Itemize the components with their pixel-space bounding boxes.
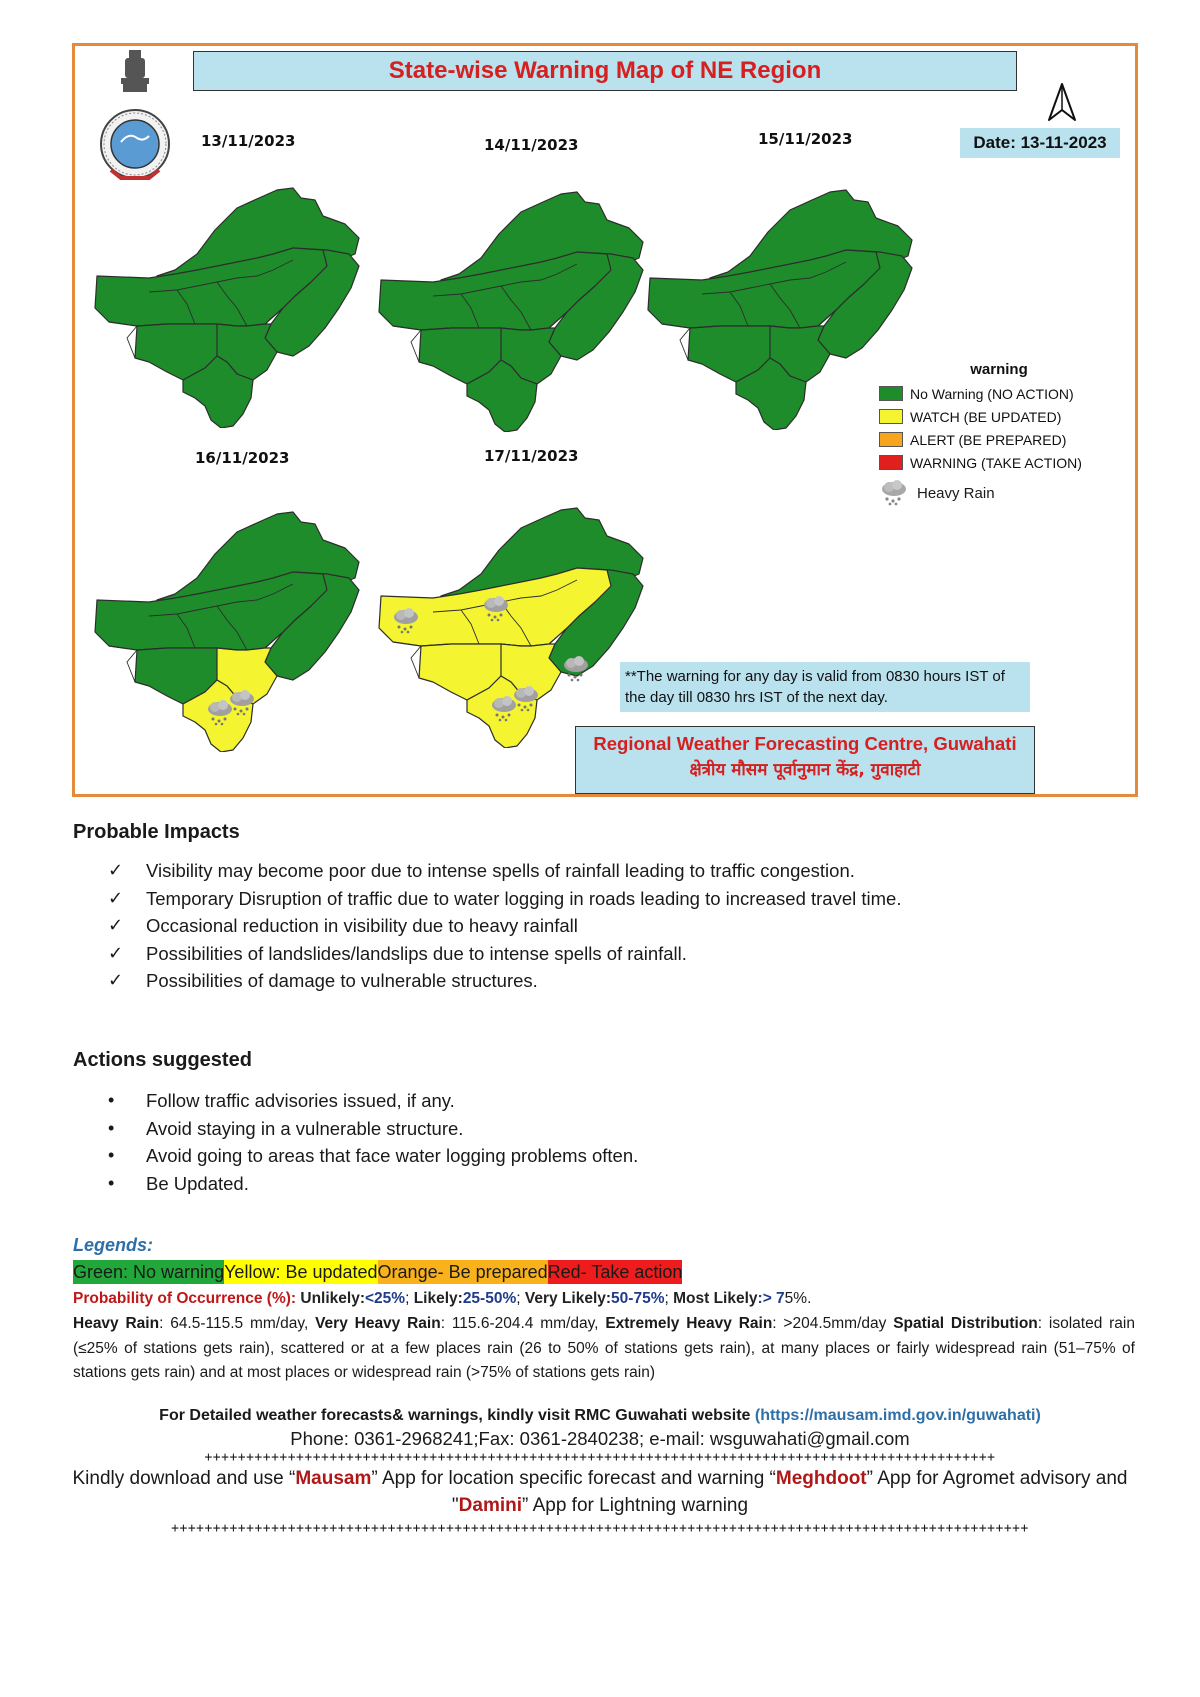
bullet-icon: • bbox=[108, 1117, 115, 1138]
rwfc-box bbox=[575, 726, 1035, 794]
bullet-icon: • bbox=[108, 1172, 115, 1193]
legend-item-rain bbox=[879, 480, 1119, 506]
unlikely-label: Unlikely: bbox=[300, 1290, 365, 1307]
probability-line: Probability of Occurrence (%): Unlikely:<25%; Likely:25-50%; Very Likely:50-75%; Most Likely:> 75%. bbox=[73, 1290, 812, 1307]
very-likely-label: Very Likely: bbox=[524, 1290, 612, 1307]
ne-region-map-day1 bbox=[87, 158, 377, 428]
legend-item bbox=[879, 428, 1119, 451]
action-text: Avoid going to areas that face water logging problems often. bbox=[146, 1145, 639, 1166]
footer-contact: Phone: 0361-2968241;Fax: 0361-2840238; e-mail: wsguwahati@gmail.com bbox=[290, 1428, 910, 1449]
legend-label: WATCH (BE UPDATED) bbox=[910, 408, 1062, 425]
action-text: Be Updated. bbox=[146, 1172, 249, 1194]
validity-note: **The warning for any day is valid from 0830 hours IST of the day till 0830 hrs IST of the next day. bbox=[620, 662, 1030, 712]
legend-title: warning bbox=[970, 361, 1028, 378]
list-item bbox=[108, 1087, 638, 1115]
separator-line: +++++++++++++++++++++++++++++++++++++++++++++++++++++++++++++++++++++++++++++++++++++++++++++++++++++++ bbox=[171, 1521, 1029, 1536]
list-item bbox=[108, 1142, 638, 1170]
list-item bbox=[108, 912, 901, 940]
impact-text: Possibilities of landslides/landslips due to intense spells of rainfall. bbox=[146, 942, 687, 964]
impacts-heading: Probable Impacts bbox=[73, 821, 240, 843]
heavy-rain-icon bbox=[879, 480, 909, 506]
warning-map-panel bbox=[72, 43, 1138, 797]
spatial-distribution-label: Spatial Distribution bbox=[893, 1315, 1038, 1332]
actions-list bbox=[108, 1087, 638, 1197]
legends-section bbox=[73, 1235, 1135, 1386]
rwfc-name-hindi: क्षेत्रीय मौसम पूर्वानुमान केंद्र, गुवाहाटी bbox=[689, 760, 921, 780]
legend-yellow: Yellow: Be updated bbox=[224, 1262, 378, 1282]
prob-label: Probability of Occurrence (%): bbox=[73, 1290, 297, 1307]
impact-text: Temporary Disruption of traffic due to water logging in roads leading to increased travel time. bbox=[146, 887, 902, 909]
legend-label: No Warning (NO ACTION) bbox=[910, 385, 1074, 402]
legend-swatch bbox=[879, 409, 903, 424]
unlikely-value: <25% bbox=[365, 1290, 406, 1307]
bullet-icon: • bbox=[108, 1145, 115, 1165]
mausam-app-name: Mausam bbox=[295, 1468, 372, 1489]
legend-label: Heavy Rain bbox=[917, 484, 995, 502]
ne-region-map-day4 bbox=[87, 482, 377, 752]
check-icon: ✓ bbox=[108, 887, 124, 908]
legend-item bbox=[879, 405, 1119, 428]
app-text: ” App for Agromet advisory and " bbox=[451, 1468, 1128, 1516]
check-icon: ✓ bbox=[108, 860, 124, 880]
separator-line: +++++++++++++++++++++++++++++++++++++++++++++++++++++++++++++++++++++++++++++++++++++++++++++++ bbox=[204, 1450, 996, 1465]
meghdoot-app-name: Meghdoot bbox=[775, 1468, 867, 1489]
bullet-icon: • bbox=[108, 1090, 115, 1110]
heavy-rain-label: Heavy Rain bbox=[73, 1315, 160, 1332]
color-legend-bar bbox=[73, 1260, 1135, 1284]
damini-app-name: Damini bbox=[458, 1495, 523, 1516]
most-likely-value: :> 7 bbox=[757, 1290, 785, 1307]
impact-text: Possibilities of damage to vulnerable structures. bbox=[146, 970, 538, 991]
action-text: Follow traffic advisories issued, if any. bbox=[146, 1090, 455, 1111]
footer bbox=[60, 1407, 1140, 1536]
check-icon: ✓ bbox=[108, 915, 124, 935]
impact-text: Visibility may become poor due to intense spells of rainfall leading to traffic congestion. bbox=[146, 860, 855, 881]
app-promo bbox=[60, 1465, 1140, 1519]
map-title: State-wise Warning Map of NE Region bbox=[193, 51, 1017, 91]
impacts-list bbox=[108, 857, 901, 995]
rwfc-name-english: Regional Weather Forecasting Centre, Guwahati bbox=[593, 733, 1017, 754]
legend-green: Green: No warning bbox=[73, 1262, 225, 1282]
legend-label: ALERT (BE PREPARED) bbox=[910, 431, 1067, 448]
legend-swatch bbox=[879, 386, 903, 401]
legend-swatch bbox=[879, 455, 903, 470]
impact-text: Occasional reduction in visibility due to heavy rainfall bbox=[146, 915, 578, 936]
spatial-distribution-value: : isolated rain (≤25% of stations gets rain), scattered or at a few places rain (26 to 50% of stations gets rain), at many places or fairly widespread rain (51–75% of stations gets rain) and at most places or widespread rain (>75% of stations gets rain) bbox=[73, 1315, 1135, 1381]
footer-visit-line bbox=[60, 1407, 1140, 1425]
map-legend bbox=[879, 361, 1119, 506]
action-text: Avoid staying in a vulnerable structure. bbox=[146, 1117, 464, 1139]
day-label: 13/11/2023 bbox=[201, 132, 296, 150]
list-item bbox=[108, 967, 901, 995]
day-label: 16/11/2023 bbox=[195, 449, 290, 467]
extremely-heavy-rain-value: : >204.5mm/day bbox=[772, 1315, 894, 1332]
legend-red: Red- Take action bbox=[547, 1262, 683, 1282]
check-icon: ✓ bbox=[108, 970, 124, 990]
list-item bbox=[108, 1170, 638, 1198]
list-item bbox=[108, 1115, 638, 1143]
north-arrow-icon bbox=[1047, 82, 1077, 122]
rain-definitions bbox=[73, 1312, 1135, 1386]
legend-swatch bbox=[879, 432, 903, 447]
very-likely-value: 50-75% bbox=[611, 1290, 665, 1307]
legend-label: WARNING (TAKE ACTION) bbox=[910, 454, 1082, 471]
ne-region-map-day5 bbox=[371, 478, 661, 748]
app-text: Kindly download and use “ bbox=[72, 1468, 296, 1489]
heavy-rain-value: : 64.5-115.5 mm/day, bbox=[159, 1315, 316, 1332]
extremely-heavy-rain-label: Extremely Heavy Rain bbox=[605, 1315, 773, 1332]
legend-item bbox=[879, 382, 1119, 405]
app-text: ” App for location specific forecast and warning “ bbox=[371, 1468, 776, 1489]
app-text: ” App for Lightning warning bbox=[522, 1495, 749, 1516]
footer-visit-text: For Detailed weather forecasts& warnings, kindly visit RMC Guwahati website bbox=[159, 1407, 755, 1424]
legend-item bbox=[879, 451, 1119, 474]
day-label: 14/11/2023 bbox=[484, 136, 579, 154]
legends-title: Legends: bbox=[73, 1235, 154, 1255]
list-item bbox=[108, 885, 901, 913]
very-heavy-rain-value: : 115.6-204.4 mm/day, bbox=[440, 1315, 606, 1332]
actions-heading: Actions suggested bbox=[73, 1049, 252, 1071]
likely-label: Likely: bbox=[413, 1290, 463, 1307]
rmc-website-link[interactable]: (https://mausam.imd.gov.in/guwahati) bbox=[754, 1407, 1041, 1424]
ne-region-map-day2 bbox=[371, 162, 661, 432]
list-item bbox=[108, 857, 901, 885]
very-heavy-rain-label: Very Heavy Rain bbox=[315, 1315, 441, 1332]
day-label: 15/11/2023 bbox=[758, 130, 853, 148]
legend-orange: Orange- Be prepared bbox=[377, 1262, 548, 1282]
list-item bbox=[108, 940, 901, 968]
issue-date: Date: 13-11-2023 bbox=[960, 128, 1120, 158]
day-label: 17/11/2023 bbox=[484, 447, 579, 465]
most-likely-label: Most Likely bbox=[673, 1290, 758, 1307]
most-likely-tail: 5%. bbox=[784, 1290, 812, 1307]
likely-value: 25-50% bbox=[462, 1290, 517, 1307]
check-icon: ✓ bbox=[108, 942, 124, 963]
